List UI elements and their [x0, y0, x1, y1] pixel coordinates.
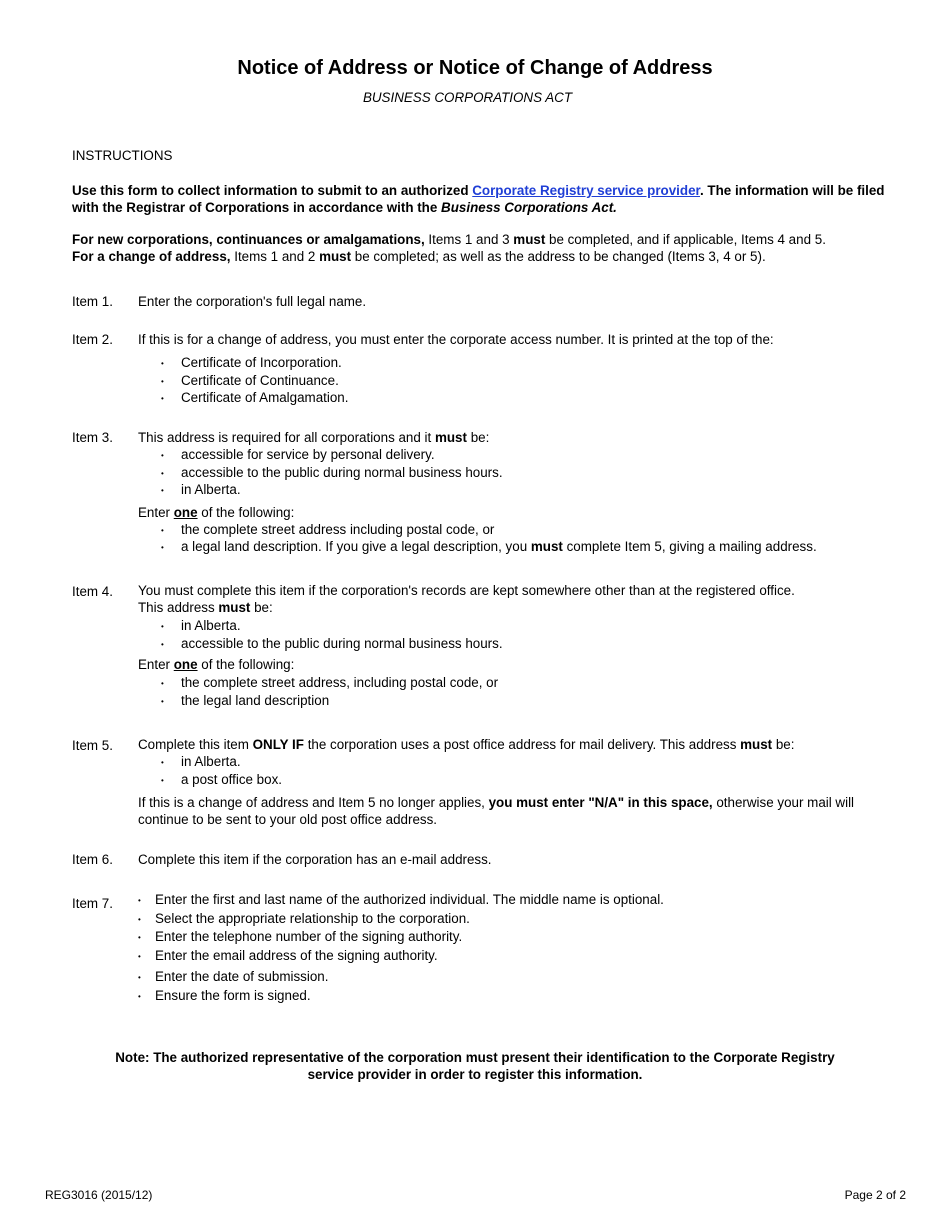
instructions-requirements: [72, 231, 902, 265]
item4-label: Item 4.: [72, 584, 113, 599]
item5-only-if: ONLY IF: [252, 737, 304, 752]
item6-label: Item 6.: [72, 852, 113, 867]
identification-note: [0, 1049, 950, 1083]
list-item: • Select the appropriate relationship to the corporation.: [138, 910, 898, 929]
item4-enter-one: [138, 656, 898, 673]
list-item: • the complete street address, including postal code, or: [138, 674, 898, 692]
item5-na-text-2: otherwise your mail will continue to be sent to your old post office address.: [138, 795, 855, 828]
item4-text-2: [138, 599, 898, 616]
intro-text-2: . The information will be filed with the Registrar of Corporations in accordance with the: [72, 183, 885, 215]
page-title: Notice of Address or Notice of Change of Address: [237, 57, 713, 79]
item1-text: Enter the corporation's full legal name.: [138, 294, 367, 309]
form-code: REG3016 (2015/12): [45, 1188, 153, 1202]
item3-enter-suffix: of the following:: [197, 504, 295, 520]
item3-text-2: be:: [466, 430, 490, 445]
item3-text-1: This address is required for all corporations and it: [138, 430, 435, 445]
list-item: [138, 538, 898, 556]
item5-label: Item 5.: [72, 738, 113, 753]
change-must: must: [319, 249, 352, 264]
item5-text-1: Complete this item: [138, 737, 253, 752]
list-item: • in Alberta.: [138, 753, 898, 771]
page-subtitle: BUSINESS CORPORATIONS ACT: [362, 90, 573, 105]
change-line: [72, 248, 902, 265]
item3-options: [138, 521, 898, 556]
item5-list: [138, 753, 898, 788]
list-item: • Enter the telephone number of the signing authority.: [138, 928, 898, 947]
item3-list: [138, 446, 898, 499]
item5-block: [138, 736, 898, 828]
intro-act: Business Corporations Act.: [441, 200, 617, 215]
list-item: • a post office box.: [138, 771, 898, 789]
list-item: • Certificate of Amalgamation.: [138, 389, 898, 407]
change-text-2: be completed; as well as the address to be changed (Items 3, 4 or 5).: [351, 249, 766, 264]
new-corp-text: Items 1 and 3: [424, 232, 514, 247]
item3-text: [138, 429, 898, 446]
list-item: • the legal land description: [138, 692, 898, 710]
item5-text-3: be:: [772, 737, 795, 752]
list-item: • accessible for service by personal delivery.: [138, 446, 898, 464]
list-item: • Enter the first and last name of the authorized individual. The middle name is optional.: [138, 891, 898, 910]
item4-text-2b: be:: [250, 600, 273, 615]
page-number: Page 2 of 2: [844, 1188, 906, 1202]
item3-must: must: [434, 430, 467, 445]
item5-na-text-1: If this is a change of address and Item 5 no longer applies,: [138, 795, 489, 811]
item3-option-b-must: must: [530, 539, 563, 555]
item2-label: Item 2.: [72, 332, 113, 347]
list-item: • Ensure the form is signed.: [138, 987, 898, 1006]
item2-block: [138, 331, 898, 407]
item4-enter-suffix: of the following:: [197, 657, 295, 673]
item5-na-bold: you must enter "N/A" in this space,: [488, 795, 713, 811]
item3-enter-one-word: one: [173, 504, 198, 520]
item3-option-b-text: a legal land description. If you give a legal description, you: [181, 539, 531, 555]
item4-list: [138, 617, 898, 652]
item4-text-2a: This address: [138, 600, 219, 615]
intro-text-1: Use this form to collect information to submit to an authorized: [72, 183, 473, 198]
item2-text: If this is for a change of address, you must enter the corporate access number. It is printed at the top of the:: [138, 332, 774, 347]
item5-text: [138, 736, 898, 753]
list-item: • Certificate of Incorporation.: [138, 354, 898, 372]
new-corp-line: [72, 231, 902, 248]
item1-label: Item 1.: [72, 294, 113, 309]
item7-block: [138, 891, 898, 1005]
item4-enter-prefix: Enter: [138, 657, 174, 673]
item5-must: must: [740, 737, 773, 752]
item5-na-note: [138, 794, 898, 828]
new-corp-text-2: be completed, and if applicable, Items 4 and 5.: [545, 232, 826, 247]
item4-enter-one-word: one: [173, 657, 198, 673]
item4-options: [138, 674, 898, 709]
item3-label: Item 3.: [72, 430, 113, 445]
note-line-1: Note: The authorized representative of the corporation must present their identification to the Corporate Registry: [115, 1050, 835, 1065]
list-item: • accessible to the public during normal business hours.: [138, 635, 898, 653]
list-item: • the complete street address including postal code, or: [138, 521, 898, 539]
item3-option-b-text-2: complete Item 5, giving a mailing address.: [562, 539, 817, 555]
item4-block: [138, 582, 898, 709]
change-text: Items 1 and 2: [230, 249, 320, 264]
item4-must: must: [218, 600, 251, 615]
list-item: • Certificate of Continuance.: [138, 372, 898, 390]
instructions-heading: INSTRUCTIONS: [72, 148, 173, 163]
item3-enter-one: [138, 504, 898, 521]
item3-enter-prefix: Enter: [138, 504, 174, 520]
list-item: • in Alberta.: [138, 481, 898, 499]
list-item: • Enter the email address of the signing authority.: [138, 947, 898, 966]
item4-text-1: You must complete this item if the corporation's records are kept somewhere other than at the registered office.: [138, 583, 795, 598]
registry-provider-link[interactable]: Corporate Registry service provider: [472, 183, 700, 198]
note-line-2: service provider in order to register this information.: [307, 1067, 643, 1082]
instructions-intro: [72, 182, 892, 216]
item7-label: Item 7.: [72, 896, 113, 911]
change-bold: For a change of address,: [72, 249, 231, 264]
new-corp-bold: For new corporations, continuances or amalgamations,: [72, 232, 425, 247]
item7-list: [138, 891, 898, 1005]
item5-text-2: the corporation uses a post office address for mail delivery. This address: [303, 737, 741, 752]
list-item: • Enter the date of submission.: [138, 968, 898, 987]
item3-block: [138, 429, 898, 556]
new-corp-must: must: [513, 232, 546, 247]
list-item: • in Alberta.: [138, 617, 898, 635]
list-item: • accessible to the public during normal business hours.: [138, 464, 898, 482]
item2-list: [138, 354, 898, 407]
item6-text: Complete this item if the corporation has an e-mail address.: [138, 852, 492, 867]
